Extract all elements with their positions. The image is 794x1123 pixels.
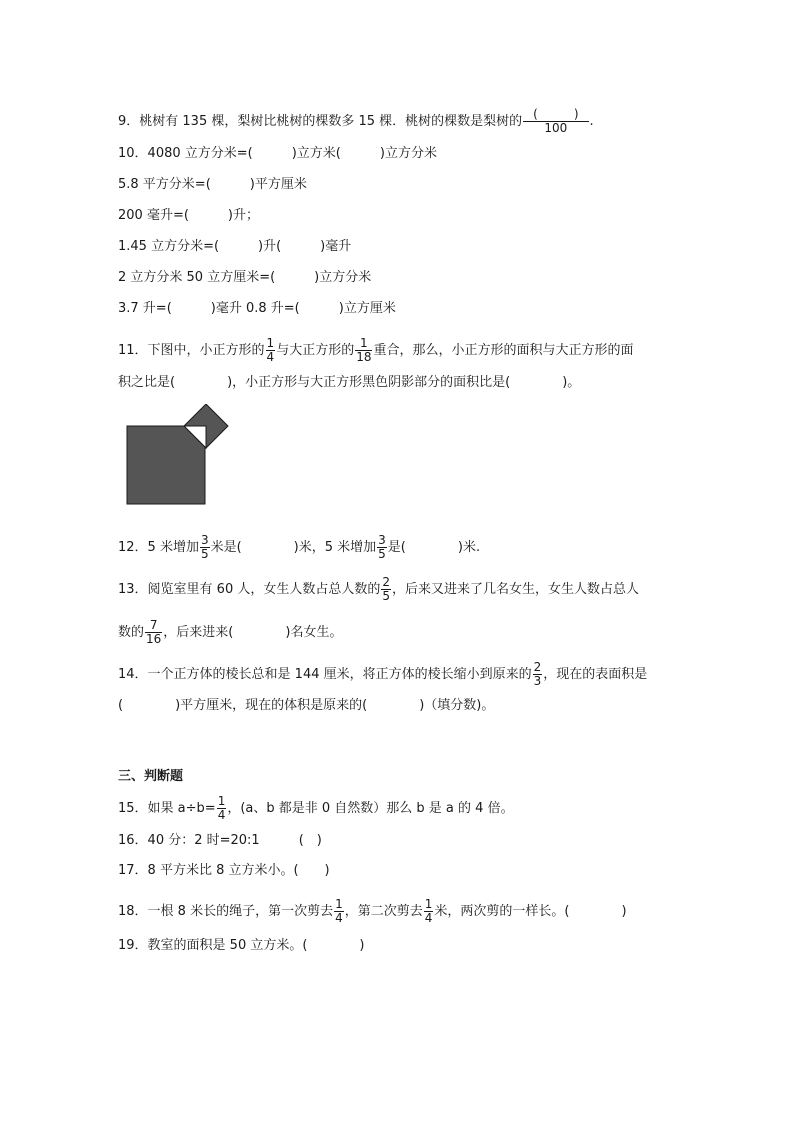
fraction-three-fifths: $\frac{3}{5}$ xyxy=(200,533,209,561)
question-11-text-a: 11．下图中，小正方形的 xyxy=(118,343,265,358)
fraction-seven-sixteenths: $\frac{7}{16}$ xyxy=(146,618,162,646)
section-title-judgment: 三、判断题 xyxy=(118,769,184,784)
question-11-line-1 xyxy=(118,337,634,364)
question-18-text-a: 18．一根 8 米长的绳子，第一次剪去 xyxy=(118,904,334,919)
question-11-text-b: 与大正方形的 xyxy=(276,343,355,358)
question-15-text-a: 15．如果 a÷b= xyxy=(118,801,216,816)
question-9 xyxy=(118,108,594,135)
question-10-line-4: 1.45 立方分米=( )升( )毫升 xyxy=(118,239,352,254)
question-17: 17．8 平方米比 8 立方米小。( ) xyxy=(118,863,330,878)
fraction-one-fourth: $\frac{1}{4}$ xyxy=(266,336,275,364)
fraction-one-fourth: $\frac{1}{4}$ xyxy=(335,897,343,925)
question-9-text: 9．桃树有 135 棵，梨树比桃树的棵数多 15 棵．桃树的棵数是梨树的 xyxy=(118,114,523,129)
question-14-line-2: ( )平方厘米，现在的体积是原来的( )（填分数)。 xyxy=(118,698,495,713)
question-15-text-b: ，(a、b 都是非 0 自然数）那么 b 是 a 的 4 倍。 xyxy=(227,801,514,816)
fraction-denominator: 100 xyxy=(544,121,568,135)
fraction-two-fifths: $\frac{2}{5}$ xyxy=(382,575,390,603)
question-10-line-3: 200 毫升=( )升； xyxy=(118,208,259,223)
fraction-answer-blank[interactable] xyxy=(523,108,588,135)
question-11-line-2: 积之比是( )，小正方形与大正方形黑色阴影部分的面积比是( )。 xyxy=(118,375,581,390)
question-9-end: . xyxy=(589,114,594,129)
question-19: 19．教室的面积是 50 立方米。( ) xyxy=(118,938,365,953)
question-10-line-1: 10．4080 立方分米=( )立方米( )立方分米 xyxy=(118,146,437,161)
question-18 xyxy=(118,898,627,925)
question-13-line-1 xyxy=(118,576,639,603)
question-13-text-c: 数的 xyxy=(118,625,145,640)
large-square xyxy=(127,426,205,504)
question-12 xyxy=(118,534,480,561)
question-10-line-2: 5.8 平方分米=( )平方厘米 xyxy=(118,177,307,192)
question-13-text-a: 13．阅览室里有 60 人，女生人数占总人数的 xyxy=(118,582,381,597)
question-14-line-1 xyxy=(118,661,647,688)
question-16: 16．40 分：2 时=20:1 ( ) xyxy=(118,833,322,848)
squares-figure xyxy=(126,404,230,508)
question-12-text-a: 12．5 米增加 xyxy=(118,540,199,555)
question-12-text-c: 是( )米. xyxy=(387,540,481,555)
question-13-line-2 xyxy=(118,619,342,646)
question-10-line-5: 2 立方分米 50 立方厘米=( )立方分米 xyxy=(118,270,372,285)
question-14-text-a: 14．一个正方体的棱长总和是 144 厘米，将正方体的棱长缩小到原来的 xyxy=(118,667,532,682)
fraction-three-fifths: $\frac{3}{5}$ xyxy=(378,533,386,561)
fraction-two-thirds: $\frac{2}{3}$ xyxy=(533,660,542,688)
question-11-text-c: 重合，那么，小正方形的面积与大正方形的面 xyxy=(373,343,634,358)
question-18-text-c: 米，两次剪的一样长。( ) xyxy=(434,904,627,919)
fraction-numerator: ( ) xyxy=(523,108,588,122)
question-18-text-b: ，第二次剪去 xyxy=(344,904,423,919)
question-13-text-b: ，后来又进来了几名女生，女生人数占总人 xyxy=(392,582,640,597)
fraction-one-eighteenth: $\frac{1}{18}$ xyxy=(356,336,372,364)
question-13-text-d: ，后来进来( )名女生。 xyxy=(163,625,343,640)
question-12-text-b: 米是( )米，5 米增加 xyxy=(210,540,377,555)
fraction-one-fourth: $\frac{1}{4}$ xyxy=(217,794,226,822)
fraction-one-fourth: $\frac{1}{4}$ xyxy=(424,897,433,925)
question-14-text-b: ，现在的表面积是 xyxy=(543,667,648,682)
question-15 xyxy=(118,795,514,822)
question-10-line-6: 3.7 升=( )毫升 0.8 升=( )立方厘米 xyxy=(118,301,396,316)
